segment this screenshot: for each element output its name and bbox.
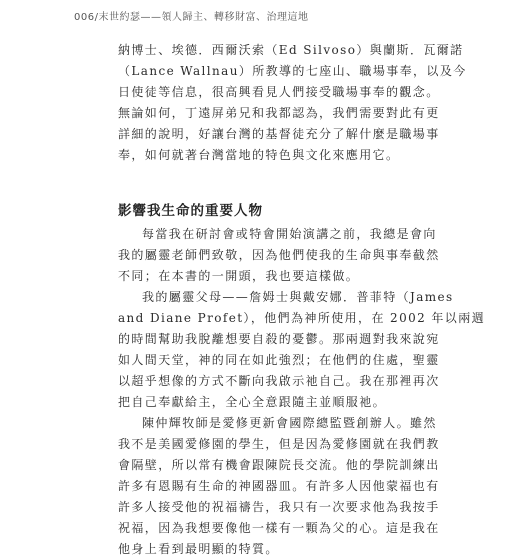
page-body bbox=[118, 40, 486, 560]
text-line: 如人間天堂，神的同在如此強烈；在他們的住處，聖靈 bbox=[118, 353, 440, 367]
text-line: 許多有恩賜有生命的神國器皿。有許多人因他蒙福也有 bbox=[118, 479, 440, 493]
paragraph-1 bbox=[118, 224, 440, 287]
text-line: 陳仲輝牧師是愛修更新會國際總監暨創辦人。雖然 bbox=[142, 416, 437, 430]
text-line: 我的屬靈老師們致敬，因為他們使我的生命與事奉截然 bbox=[118, 248, 440, 262]
intro-paragraph bbox=[118, 40, 467, 166]
book-title: 末世約瑟——領人歸主、轉移財富、治理這地 bbox=[98, 12, 309, 23]
text-line: 我不是美國愛修園的學生，但是因為愛修園就在我們教 bbox=[118, 437, 440, 451]
text-line: 以超乎想像的方式不斷向我啟示祂自己。我在那裡再次 bbox=[118, 374, 440, 388]
text-line: 會隔壁，所以常有機會跟陳院長交流。他的學院訓練出 bbox=[118, 458, 440, 472]
text-line: 我的屬靈父母——詹姆士與戴安娜．普菲特（James bbox=[142, 290, 454, 304]
text-line: 無論如何，丁遠屏弟兄和我都認為，我們需要對此有更 bbox=[118, 106, 440, 120]
page-number: 006 bbox=[74, 12, 95, 23]
text-line: and Diane Profet），他們為神所使用，在 2002 年以兩週 bbox=[118, 311, 486, 325]
text-line: 詳細的說明，好讓台灣的基督徒充分了解什麼是職場事 bbox=[118, 127, 440, 141]
header-separator: / bbox=[94, 12, 99, 23]
text-line: 他身上看到最明顯的特質。 bbox=[118, 542, 279, 556]
text-line: 不同；在本書的一開頭，我也要這樣做。 bbox=[118, 269, 360, 283]
text-line: （Lance Wallnau）所教導的七座山、職場事奉，以及今 bbox=[118, 64, 467, 78]
text-line: 奉，如何就著台灣當地的特色與文化來應用它。 bbox=[118, 148, 400, 162]
paragraph-3 bbox=[118, 413, 440, 560]
text-line: 納博士、埃德．西爾沃索（Ed Silvoso）與蘭斯．瓦爾諾 bbox=[118, 43, 464, 57]
text-line: 的時間幫助我脫離想要自殺的憂鬱。那兩週對我來說宛 bbox=[118, 332, 440, 346]
text-line: 祝福，因為我想要像他一樣有一顆為父的心。這是我在 bbox=[118, 521, 440, 535]
text-line: 每當我在研討會或特會開始演講之前，我總是會向 bbox=[142, 227, 437, 241]
text-line: 把自己奉獻給主，全心全意跟隨主並順服祂。 bbox=[118, 395, 387, 409]
text-line: 許多人接受他的祝福禱告，我只有一次要求他為我按手 bbox=[118, 500, 440, 514]
section-heading: 影響我生命的重要人物 bbox=[118, 203, 263, 219]
text-line: 日使徒等信息，很高興看見人們接受職場事奉的觀念。 bbox=[118, 85, 440, 99]
paragraph-2 bbox=[118, 287, 486, 413]
running-header bbox=[74, 8, 308, 23]
